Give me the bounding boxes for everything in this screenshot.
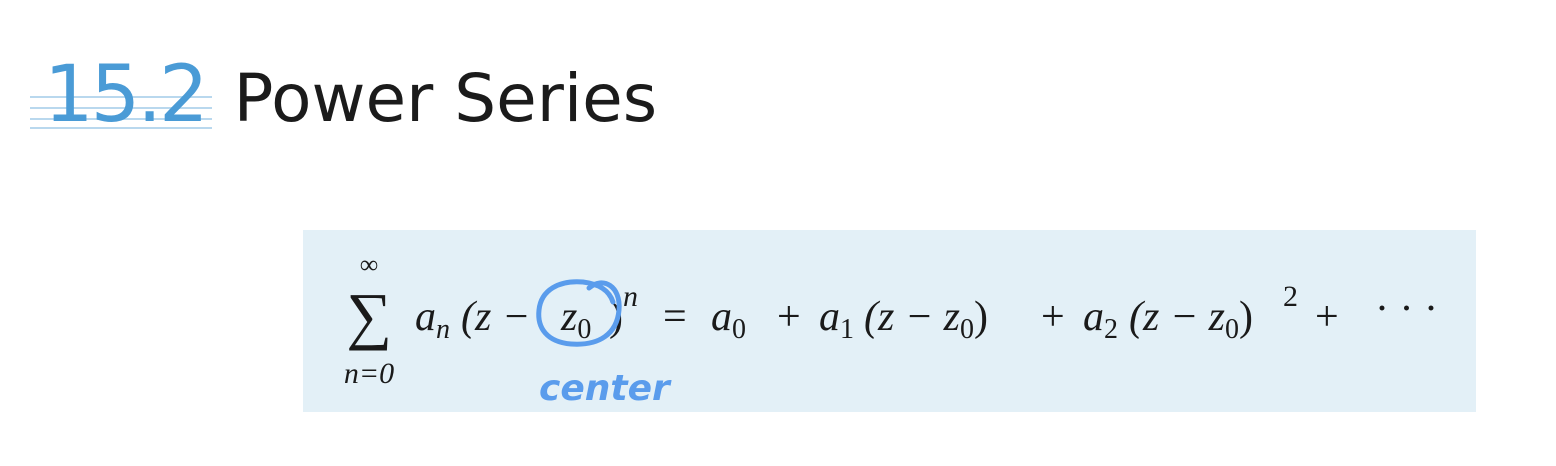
center-variable-base: z (561, 294, 578, 340)
linear-term (864, 294, 988, 345)
section-heading (30, 50, 657, 140)
quadratic-term-close: ) (1239, 294, 1254, 340)
sum-upper-limit: ∞ (359, 250, 379, 279)
a0-base: a (711, 294, 732, 340)
linear-term-body: (z − z (864, 294, 961, 340)
section-number-text: 15.2 (44, 50, 206, 140)
term-coefficient (415, 294, 450, 345)
center-annotation-label: center (539, 368, 670, 409)
quadratic-term-body: (z − z (1129, 294, 1226, 340)
a1-base: a (819, 294, 840, 340)
a0-sub: 0 (732, 314, 746, 345)
ellipsis: · · · (1375, 286, 1438, 332)
plus-sign-3: + (1315, 294, 1339, 340)
a2-term (1083, 294, 1118, 345)
section-title: Power Series (233, 60, 658, 137)
plus-sign-1: + (777, 294, 801, 340)
quadratic-term (1129, 294, 1253, 345)
section-number (30, 50, 220, 140)
quadratic-power: 2 (1283, 280, 1298, 313)
plus-sign-2: + (1041, 294, 1065, 340)
term-power: n (623, 280, 638, 313)
formula-box (303, 230, 1476, 412)
linear-term-sub: 0 (960, 314, 975, 345)
quadratic-term-sub: 0 (1225, 314, 1240, 345)
term-open-paren: (z − (461, 294, 531, 340)
sigma-symbol: ∑ (346, 280, 392, 351)
center-variable-sub: 0 (577, 314, 592, 345)
term-close-paren: ) (609, 294, 623, 340)
a0-term (711, 294, 746, 345)
a1-term (819, 294, 854, 345)
term-coefficient-base: a (415, 294, 436, 340)
linear-term-close: ) (974, 294, 989, 340)
equals-sign: = (663, 294, 687, 340)
a2-base: a (1083, 294, 1104, 340)
term-coefficient-sub: n (436, 314, 450, 345)
a1-sub: 1 (840, 314, 854, 345)
power-series-formula (303, 230, 1476, 412)
center-variable (560, 294, 591, 345)
a2-sub: 2 (1104, 314, 1118, 345)
sum-lower-limit: n=0 (343, 357, 395, 390)
